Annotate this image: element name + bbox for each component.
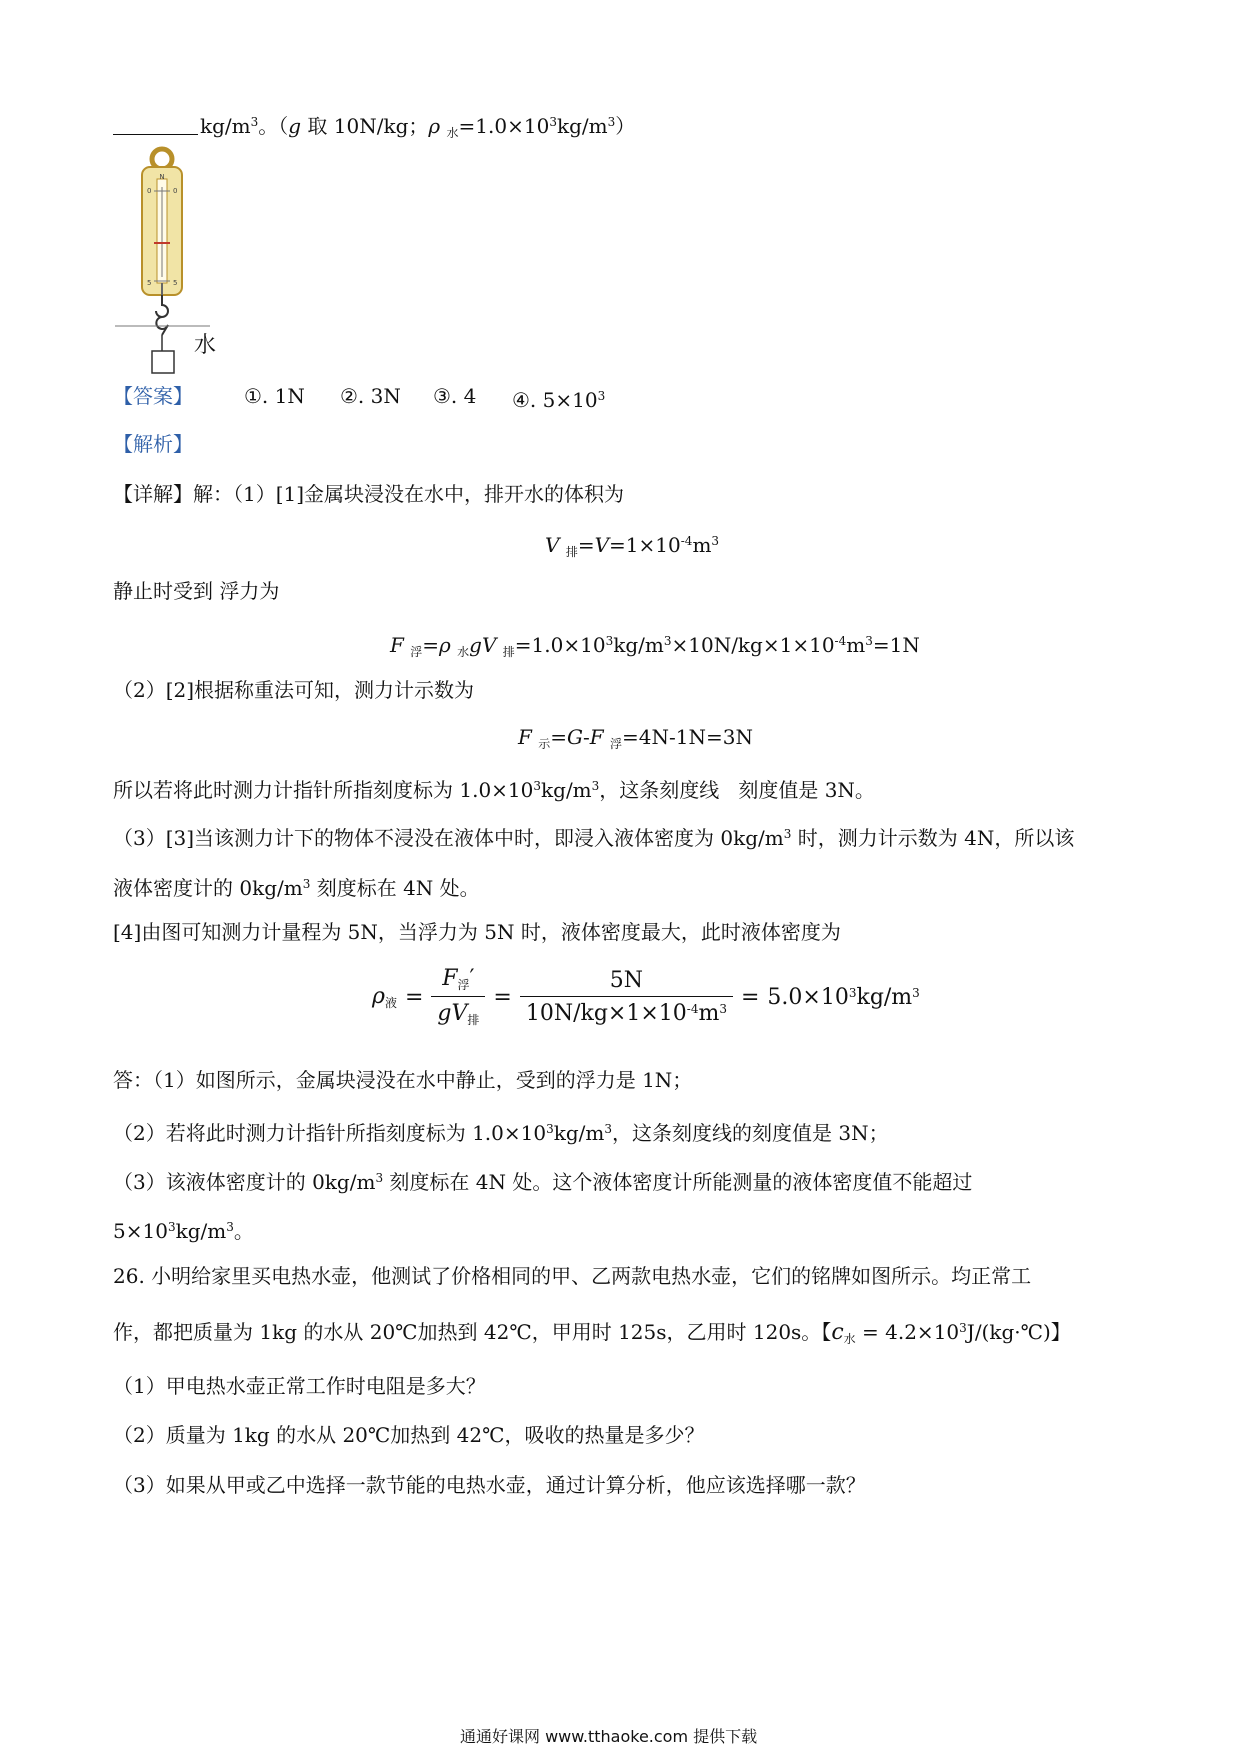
svg-text:5: 5	[147, 279, 152, 287]
svg-text:0: 0	[147, 187, 152, 195]
equation-volume: V $_排=V=1\times 10^{-4}m^3$	[545, 533, 720, 559]
conclusion-1: 答：（1）如图所示，金属块浸没在水中静止，受到的浮力是 1N；	[113, 1068, 693, 1092]
question-3-line-1: （3）[3]当该测力计下的物体不浸没在液体中时，即浸入液体密度为 $0kg/m^3$ 时，测力计示数为 4N，所以该	[113, 826, 1075, 850]
mark-text: 所以若将此时测力计指针所指刻度标为 $1.0\times 10^3kg/m^3$，这条刻度线 刻度值是 3N。	[113, 778, 875, 802]
fill-blank-line: $kg/m^3$。（g 取 10N/kg；ρ $_水=1.0\times 10^3kg/m^3$）	[113, 108, 635, 147]
answer-item-2: ②. 3N	[340, 384, 401, 408]
svg-text:0: 0	[173, 187, 178, 195]
equation-reading: F $_示$=G-F $_浮$=4N-1N=3N	[518, 725, 753, 751]
conclusion-2: （2）若将此时测力计指针所指刻度标为 $1.0\times 10^3kg/m^3$，这条刻度线的刻度值是 3N；	[113, 1121, 889, 1145]
answer-item-3: ③. 4	[433, 384, 477, 408]
fraction-numeric: $\frac{5N}{10N/kg\times 1\times 10^{-4}m^3}$	[520, 968, 733, 1026]
footer-credit: 通通好课网 www.tthaoke.com 提供下载	[460, 1727, 758, 1746]
static-buoyancy-text: 静止时受到 浮力为	[113, 579, 280, 603]
question-26-line-2: 作，都把质量为 1kg 的水从 20℃加热到 42℃，甲用时 125s，乙用时 120s。【$c_水$ = $4.2\times 10^3J/(kg\cdot℃)$】	[113, 1320, 1071, 1346]
question-26-line-1: 26. 小明给家里买电热水壶，他测试了价格相同的甲、乙两款电热水壶，它们的铭牌如图所示。均正常工	[113, 1264, 1032, 1288]
analysis-tag: 【解析】	[113, 432, 193, 456]
equation-buoyancy: F $_浮$=ρ $_水$gV $_排=1.0\times 10^3kg/m^3\times 10N/kg\times 1\times 10^{-4}m^3=1N$	[390, 633, 920, 659]
conclusion-4: $5\times 10^3kg/m^3$。	[113, 1219, 254, 1243]
water-label: 水	[194, 333, 217, 358]
svg-text:N: N	[159, 173, 165, 181]
answer-tag: 【答案】	[113, 384, 193, 408]
question-4-text: [4]由图可知测力计量程为 5N，当浮力为 5N 时，液体密度最大，此时液体密度为	[113, 920, 841, 944]
question-3-line-2: 液体密度计的 $0kg/m^3$ 刻度标在 4N 处。	[113, 876, 480, 900]
sub-question-3: （3）如果从甲或乙中选择一款节能的电热水壶，通过计算分析，他应该选择哪一款？	[113, 1473, 866, 1497]
detail-intro: 【详解】解：（1）[1]金属块浸没在水中，排开水的体积为	[113, 482, 625, 506]
answer-item-1: ①. 1N	[244, 384, 305, 408]
question-2-text: （2）[2]根据称重法可知，测力计示数为	[113, 678, 475, 702]
answer-blank	[113, 116, 198, 135]
answer-item-4: ④. $5\times 10^3$	[512, 388, 606, 412]
svg-text:5: 5	[173, 279, 178, 287]
equation-density: $\rho_液$ = $\frac{F_浮'}{gV_排}$ = $\frac{5N}{10N/kg\times 1\times 10^{-4}m^3}$ = $5.0\times 10^3kg/m^3$	[372, 966, 920, 1027]
sub-question-2: （2）质量为 1kg 的水从 20℃加热到 42℃，吸收的热量是多少？	[113, 1423, 705, 1447]
conclusion-3: （3）该液体密度计的 $0kg/m^3$ 刻度标在 4N 处。这个液体密度计所能测量的液体密度值不能超过	[113, 1170, 973, 1194]
sub-question-1: （1）甲电热水壶正常工作时电阻是多大？	[113, 1374, 486, 1398]
fraction-buoyancy-over-gv: $\frac{F_浮'}{gV_排}$	[431, 966, 485, 1028]
